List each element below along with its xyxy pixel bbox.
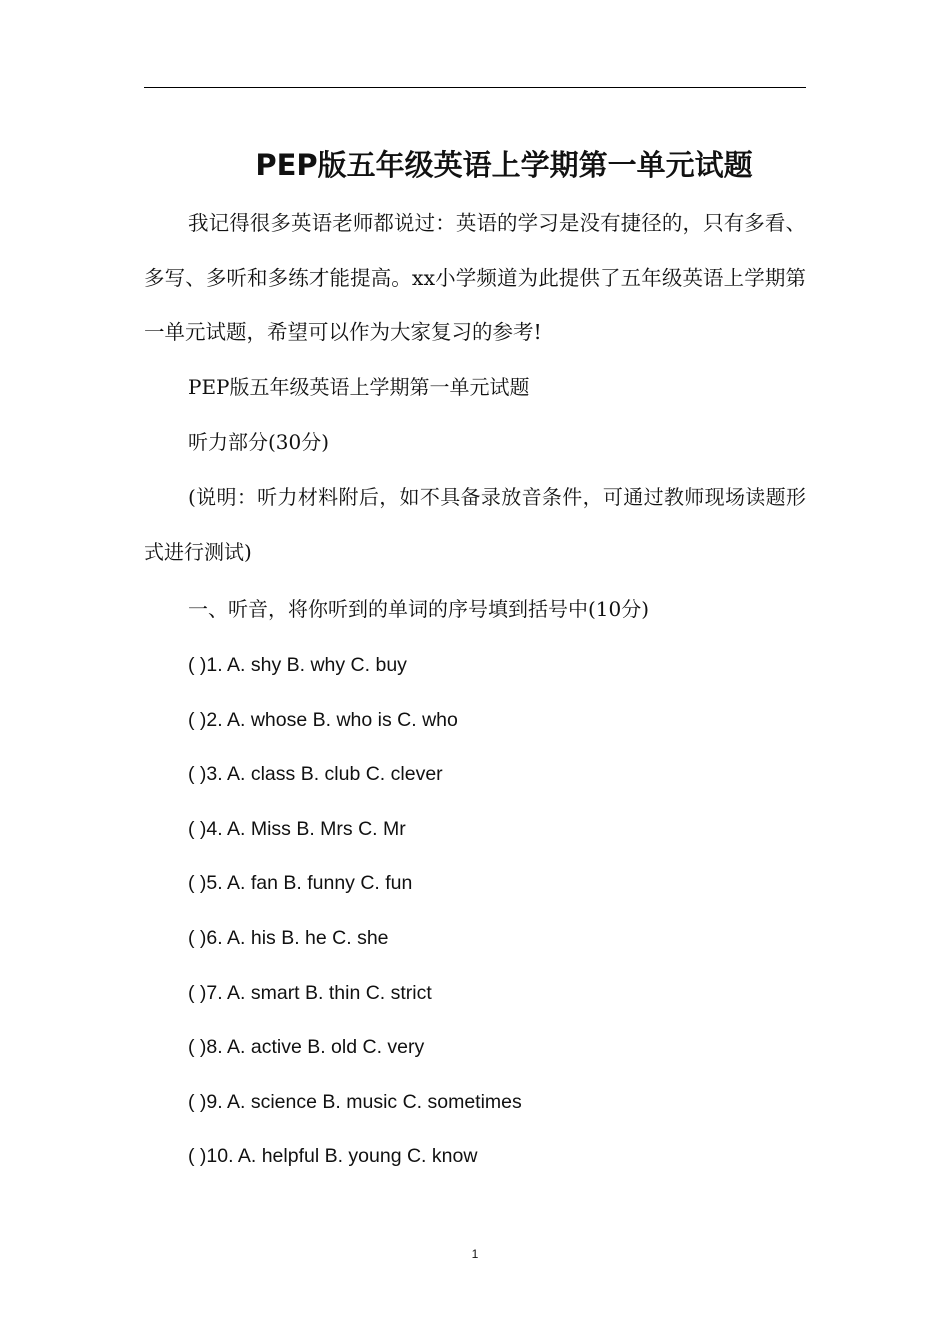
question-item: ( )6. A. his B. he C. she [188,927,389,949]
section-one-heading: 一、听音，将你听到的单词的序号填到括号中(10分) [188,597,650,621]
question-item: ( )1. A. shy B. why C. buy [188,654,407,676]
document-subtitle: PEP版五年级英语上学期第一单元试题 [188,375,530,399]
intro-paragraph: 我记得很多英语老师都说过：英语的学习是没有捷径的，只有多看、多写、多听和多练才能提高。xx小学频道为此提供了五年级英语上学期第一单元试题，希望可以作为大家复习的参考! [144,211,806,344]
listening-note: (说明：听力材料附后，如不具备录放音条件，可通过教师现场读题形式进行测试) [144,485,806,564]
question-item: ( )5. A. fan B. funny C. fun [188,872,413,894]
question-item: ( )2. A. whose B. who is C. who [188,709,458,731]
question-item: ( )3. A. class B. club C. clever [188,763,443,785]
header-rule [144,87,806,88]
question-item: ( )8. A. active B. old C. very [188,1036,425,1058]
question-item: ( )4. A. Miss B. Mrs C. Mr [188,818,406,840]
listening-heading: 听力部分(30分) [188,430,330,454]
question-item: ( )9. A. science B. music C. sometimes [188,1091,522,1113]
page-title: PEP版五年级英语上学期第一单元试题 [255,148,753,183]
question-item: ( )7. A. smart B. thin C. strict [188,982,432,1004]
question-item: ( )10. A. helpful B. young C. know [188,1145,478,1167]
page-number: 1 [471,1247,479,1261]
